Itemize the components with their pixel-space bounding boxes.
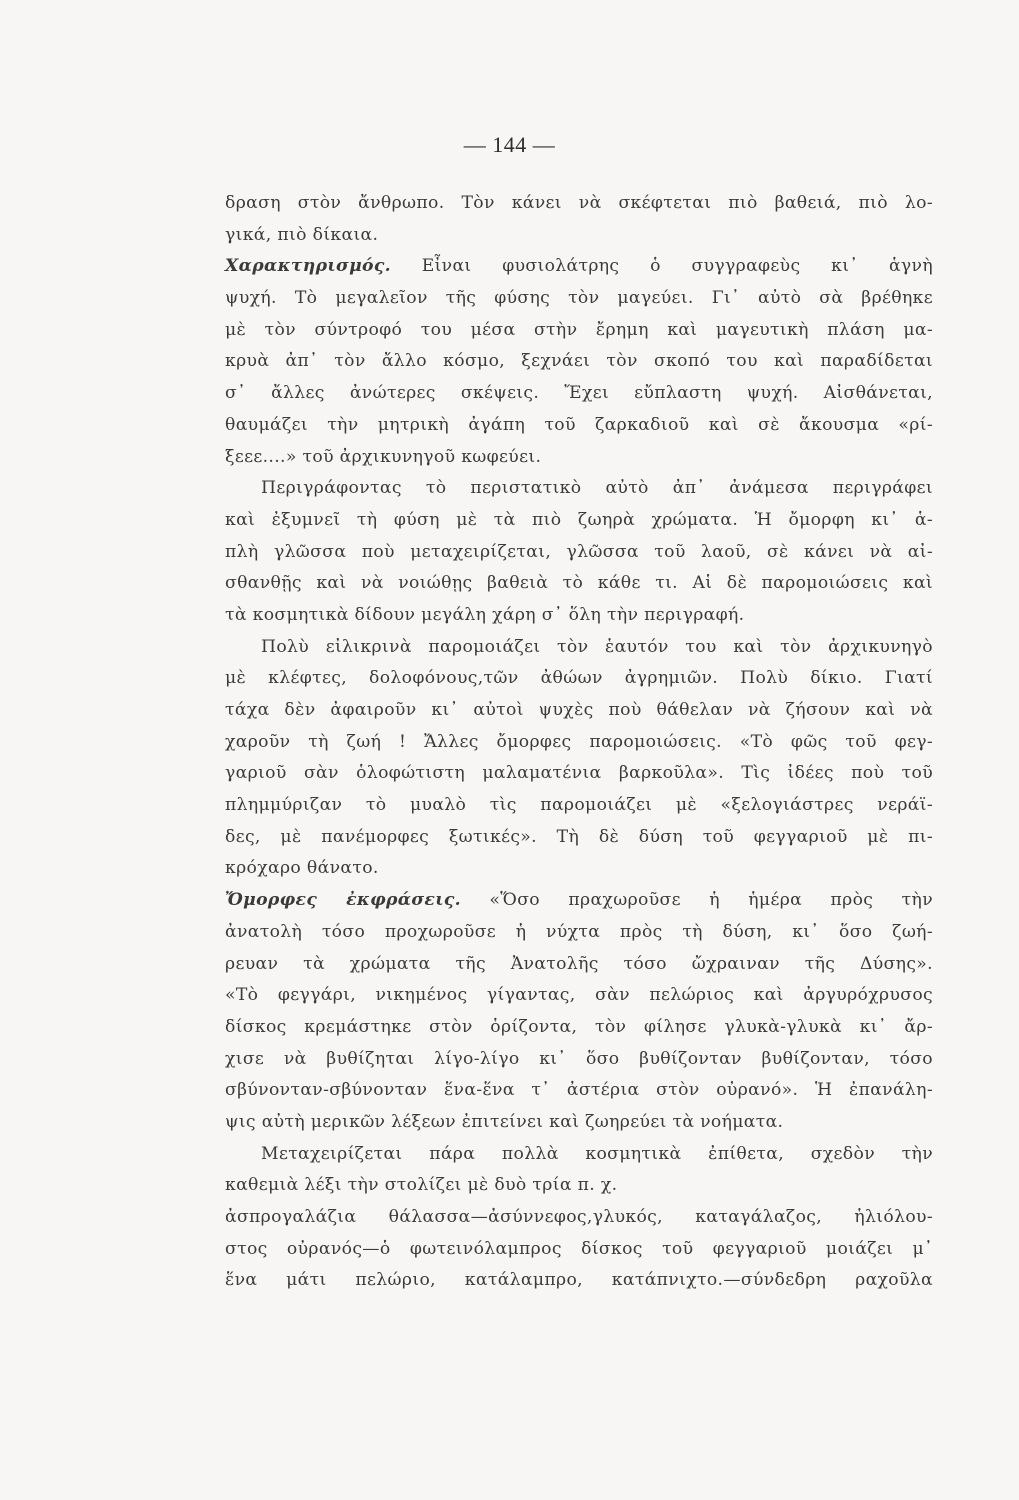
text-line: [225, 537, 933, 569]
section-heading: Ὄμορφες ἐκφράσεις.: [225, 890, 462, 911]
line-text: ἀνατολὴ τόσο προχωροῦσε ἡ νύχτα πρὸς τὴ δύση, κι᾽ ὅσο ζωή-: [225, 921, 933, 942]
text-line: [225, 410, 933, 442]
text-line: [225, 853, 933, 885]
text-line: [225, 1265, 933, 1297]
text-line: [225, 188, 933, 220]
text-line: [225, 346, 933, 378]
text-line: [225, 315, 933, 347]
line-text: ἕνα μάτι πελώριο, κατάλαμπρο, κατάπνιχτο.—σύνδεδρη ραχοῦλα: [225, 1270, 933, 1291]
text-line: [225, 1139, 933, 1171]
text-line: [225, 790, 933, 822]
text-line: [225, 1107, 933, 1139]
line-text: στος οὐρανός—ὁ φωτεινόλαμπρος δίσκος τοῦ φεγγαριοῦ μοιάζει μ᾽: [225, 1238, 933, 1259]
line-text: ρευαν τὰ χρώματα τῆς Ἀνατολῆς τόσο ὤχραιναν τῆς Δύσης».: [225, 953, 933, 974]
line-text: καὶ ἐξυμνεῖ τὴ φύση μὲ τὰ πιὸ ζωηρὰ χρώματα. Ἡ ὄμορφη κι᾽ ἁ-: [225, 509, 933, 530]
line-text: ψυχή. Τὸ μεγαλεῖον τῆς φύσης τὸν μαγεύει. Γι᾽ αὐτὸ σὰ βρέθηκε: [225, 288, 933, 309]
line-text: σθανθῇς καὶ νὰ νοιώθῃς βαθειὰ τὸ κάθε τι. Αἱ δὲ παρομοιώσεις καὶ: [225, 573, 933, 594]
text-line: [225, 442, 933, 474]
text-line: [225, 885, 933, 917]
line-text: δραση στὸν ἄνθρωπο. Τὸν κάνει νὰ σκέφτεται πιὸ βαθειά, πιὸ λο-: [225, 193, 933, 213]
line-text: κρόχαρο θάνατο.: [225, 858, 379, 879]
line-text: σ᾽ ἄλλες ἀνώτερες σκέψεις. Ἔχει εὔπλαστη ψυχή. Αἰσθάνεται,: [225, 383, 933, 404]
line-text: ἀσπρογαλάζια θάλασσα—ἀσύννεφος,γλυκός, καταγάλαζος, ἡλιόλου-: [225, 1207, 933, 1227]
text-line: [225, 822, 933, 854]
line-text: γαριοῦ σὰν ὁλοφώτιστη μαλαματένια βαρκοῦλα». Τὶς ἰδέες ποὺ τοῦ: [225, 763, 933, 784]
text-line: [225, 1202, 933, 1234]
text-line: [225, 949, 933, 981]
line-text: χαροῦν τὴ ζωή ! Ἄλλες ὄμορφες παρομοιώσεις. «Τὸ φῶς τοῦ φεγ-: [225, 731, 933, 752]
line-text: ψις αὐτὴ μερικῶν λέξεων ἐπιτείνει καὶ ζωηρεύει τὰ νοήματα.: [225, 1111, 784, 1132]
line-text: ξεεε....» τοῦ ἀρχικυνηγοῦ κωφεύει.: [225, 446, 542, 467]
line-text: μὲ τὸν σύντροφό του μέσα στὴν ἔρημη καὶ μαγευτικὴ πλάση μα-: [225, 319, 933, 340]
text-line: [225, 663, 933, 695]
line-text: δίσκος κρεμάστηκε στὸν ὁρίζοντα, τὸν φίλησε γλυκὰ-γλυκὰ κι᾽ ἄρ-: [225, 1016, 933, 1037]
line-text: θαυμάζει τὴν μητρικὴ ἀγάπη τοῦ ζαρκαδιοῦ καὶ σὲ ἄκουσμα «ρί-: [225, 414, 933, 435]
line-text: μὲ κλέφτες, δολοφόνους,τῶν ἀθώων ἀγρημιῶν. Πολὺ δίκιο. Γιατί: [225, 668, 933, 689]
text-line: [225, 1170, 933, 1202]
line-text: τάχα δὲν ἀφαιροῦν κι᾽ αὐτοὶ ψυχὲς ποὺ θάθελαν νὰ ζήσουν καὶ νὰ: [225, 700, 933, 720]
text-line: [225, 727, 933, 759]
line-text: γικά, πιὸ δίκαια.: [225, 224, 379, 245]
body-text: [225, 188, 933, 1297]
line-text: Πολὺ εἰλικρινὰ παρομοιάζει τὸν ἑαυτόν του καὶ τὸν ἀρχικυνηγὸ: [261, 636, 933, 657]
line-text: Μεταχειρίζεται πάρα πολλὰ κοσμητικὰ ἐπίθετα, σχεδὸν τὴν: [261, 1143, 933, 1164]
line-text: τὰ κοσμητικὰ δίδουν μεγάλη χάρη σ᾽ ὅλη τὴν περιγραφή.: [225, 604, 745, 625]
section-heading: Χαρακτηρισμός.: [225, 256, 391, 277]
text-line: [225, 1234, 933, 1266]
text-line: [225, 980, 933, 1012]
text-line: [225, 695, 933, 727]
line-text: «Ὅσο πραχωροῦσε ἡ ἡμέρα πρὸς τὴν: [489, 890, 933, 911]
text-line: [225, 251, 933, 283]
text-line: [225, 505, 933, 537]
line-text: Εἶναι φυσιολάτρης ὁ συγγραφεὺς κι᾽ ἁγνὴ: [421, 256, 933, 277]
line-text: πλημμύριζαν τὸ μυαλὸ τὶς παρομοιάζει μὲ «ξελογιάστρες νεράϊ-: [225, 795, 933, 816]
text-line: [225, 568, 933, 600]
line-text: Περιγράφοντας τὸ περιστατικὸ αὐτὸ ἀπ᾽ ἀνάμεσα περιγράφει: [261, 478, 933, 499]
text-line: [225, 917, 933, 949]
page-number: — 144 —: [463, 132, 556, 157]
line-text: σβύνονταν-σβύνονταν ἕνα-ἕνα τ᾽ ἀστέρια στὸν οὐρανό». Ἡ ἐπανάλη-: [225, 1080, 933, 1101]
text-line: [225, 378, 933, 410]
line-text: κρυὰ ἀπ᾽ τὸν ἄλλο κόσμο, ξεχνάει τὸν σκοπό του καὶ παραδίδεται: [225, 351, 933, 372]
line-text: καθεμιὰ λέξι τὴν στολίζει μὲ δυὸ τρία π. χ.: [225, 1175, 618, 1196]
text-line: [225, 1075, 933, 1107]
text-line: [225, 473, 933, 505]
text-line: [225, 600, 933, 632]
text-line: [225, 283, 933, 315]
text-line: [225, 1044, 933, 1076]
line-text: χισε νὰ βυθίζηται λίγο-λίγο κι᾽ ὅσο βυθίζονταν βυθίζονταν, τόσο: [225, 1048, 933, 1069]
line-text: πλὴ γλῶσσα ποὺ μεταχειρίζεται, γλῶσσα τοῦ λαοῦ, σὲ κάνει νὰ αἰ-: [225, 541, 933, 562]
line-text: δες, μὲ πανέμορφες ξωτικές». Τὴ δὲ δύση τοῦ φεγγαριοῦ μὲ πι-: [225, 826, 933, 847]
line-text: «Τὸ φεγγάρι, νικημένος γίγαντας, σὰν πελώριος καὶ ἀργυρόχρυσος: [225, 985, 933, 1006]
text-line: [225, 758, 933, 790]
text-line: [225, 1012, 933, 1044]
text-line: [225, 220, 933, 252]
text-line: [225, 632, 933, 664]
